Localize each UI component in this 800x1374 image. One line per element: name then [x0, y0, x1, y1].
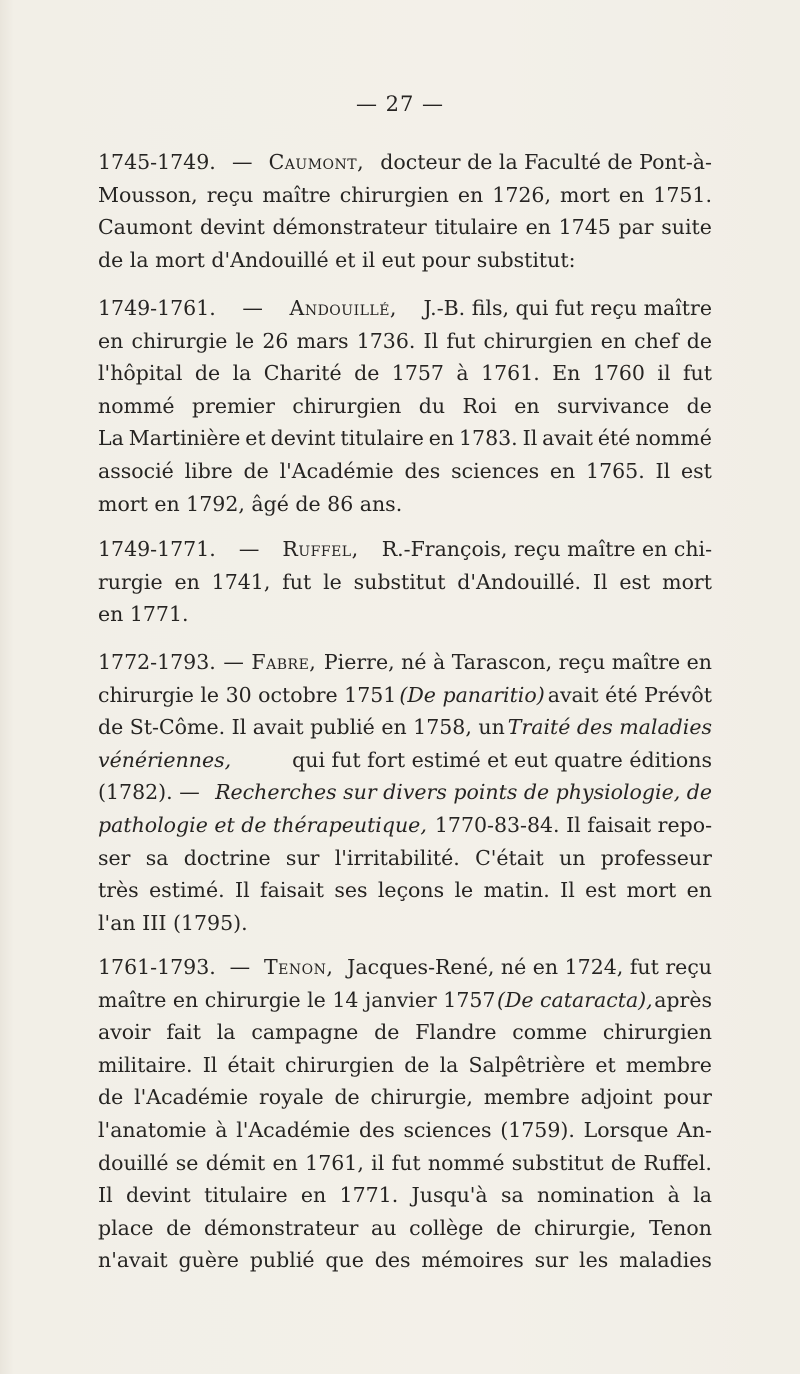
word: en — [514, 393, 540, 418]
word: chirurgien — [292, 393, 402, 418]
word: ses — [334, 878, 368, 903]
word: des — [358, 1117, 395, 1142]
text-line — [98, 566, 712, 599]
text-line — [98, 1081, 712, 1114]
entry-fabre — [98, 646, 712, 939]
word: de — [404, 1052, 430, 1077]
word: devint — [199, 215, 265, 240]
word: en — [525, 215, 551, 240]
text-line: mort en 1792, âgé de 86 ans. — [98, 491, 403, 516]
word: en — [549, 458, 576, 483]
word: en — [174, 569, 200, 594]
entry-andouille — [98, 292, 712, 520]
word: en — [98, 328, 124, 353]
word: survivance — [556, 393, 670, 418]
word: très — [98, 878, 139, 903]
word: en — [300, 1183, 327, 1208]
page-number: — 27 — — [355, 92, 445, 116]
word: collège — [409, 1215, 484, 1240]
word: et — [595, 1052, 616, 1077]
word: été — [597, 426, 631, 451]
word: fut — [282, 569, 312, 594]
text-line — [98, 292, 712, 325]
word: nommé — [98, 393, 175, 418]
word: avoir — [98, 1020, 151, 1045]
word: ser — [98, 845, 131, 870]
word: par — [618, 215, 654, 240]
text-line — [98, 744, 712, 777]
word: suite — [661, 215, 712, 240]
italic-title: Traité des maladies — [507, 715, 712, 740]
text-segment: qui fut fort estimé et eut quatre éditions — [292, 747, 712, 772]
word: de — [610, 1150, 637, 1175]
text-line — [98, 390, 712, 423]
word: la — [232, 361, 252, 386]
text-line — [98, 1049, 712, 1082]
word: chirurgien — [602, 1020, 712, 1045]
word: en — [272, 1150, 298, 1175]
word: est — [585, 878, 617, 903]
word: à — [215, 1117, 228, 1142]
word: chirurgie, — [533, 1215, 637, 1240]
word: doctrine — [183, 845, 271, 870]
word: 1761, — [305, 1150, 364, 1175]
text-line — [98, 211, 712, 244]
word: nommé — [427, 1150, 505, 1175]
word: chirurgien — [483, 328, 593, 353]
italic-title: Recherches sur divers points de physiologie, de — [215, 780, 712, 805]
word: Il — [202, 1052, 218, 1077]
word: en — [686, 878, 712, 903]
word: douillé — [98, 1150, 169, 1175]
entry-tenon — [98, 951, 712, 1277]
word: est — [680, 458, 712, 483]
entry-name: Caumont, — [268, 150, 365, 174]
word: des — [374, 1248, 411, 1273]
word: maladies — [619, 1248, 712, 1273]
text-line — [98, 809, 712, 842]
word: le — [323, 569, 342, 594]
text-line — [98, 146, 712, 179]
word: C'était — [475, 845, 544, 870]
text-line — [98, 874, 712, 907]
text-segment: J.-B. fils, qui fut reçu maître — [423, 296, 712, 320]
word: au — [371, 1215, 397, 1240]
word: publié — [249, 1248, 315, 1273]
word: adjoint — [580, 1085, 653, 1110]
entry-dates: 1772-1793. — [98, 650, 216, 674]
text-line — [98, 1179, 712, 1212]
entry-name: Andouillé, — [289, 296, 397, 320]
word: chirurgien — [339, 182, 449, 207]
word: nomination — [537, 1183, 655, 1208]
word: 1751. — [653, 182, 712, 207]
dash: — — [229, 955, 251, 979]
word: 1760 — [592, 361, 645, 386]
word: avait — [542, 426, 593, 451]
word: 1745 — [558, 215, 611, 240]
word: chirurgien — [285, 1052, 395, 1077]
word: devint — [125, 1183, 191, 1208]
word: démit — [205, 1150, 266, 1175]
word: en — [457, 182, 484, 207]
word: chirurgie, — [370, 1085, 473, 1110]
entry-name: Fabre, — [251, 650, 317, 674]
word: des — [404, 458, 441, 483]
text-segment: docteur de la Faculté de Pont-à- — [380, 150, 712, 174]
italic-title: vénériennes, — [98, 747, 232, 772]
word: sciences — [451, 458, 540, 483]
word: il — [657, 361, 671, 386]
text-line — [98, 357, 712, 390]
word: En — [552, 361, 581, 386]
word: guère — [178, 1248, 239, 1273]
word: fait — [166, 1020, 201, 1045]
word: de — [354, 361, 380, 386]
word: substitut — [511, 1150, 604, 1175]
word: Il — [235, 878, 250, 903]
word: Il — [522, 426, 538, 451]
word: Tenon — [648, 1215, 712, 1240]
word: en — [428, 426, 455, 451]
word: en — [618, 182, 645, 207]
text-segment: R.-François, reçu maître en chi- — [381, 537, 712, 561]
word: leçons — [377, 878, 445, 903]
word: et — [245, 426, 266, 451]
text-line — [98, 984, 712, 1017]
word: démonstrateur — [272, 215, 427, 240]
word: la — [216, 1020, 236, 1045]
word: associé — [98, 458, 174, 483]
word: La — [98, 426, 124, 451]
entry-name: Tenon, — [263, 955, 334, 979]
italic-title: (De panaritio) — [399, 682, 545, 707]
word: titulaire — [204, 1183, 288, 1208]
text-segment: Pierre, né à Tarascon, reçu maître en — [323, 650, 712, 674]
word: Flandre — [415, 1020, 497, 1045]
word: de — [334, 1085, 360, 1110]
word: Mousson, — [98, 182, 198, 207]
entry-dates: 1761-1793. — [98, 955, 216, 979]
word: substitut — [353, 569, 446, 594]
word: Il — [98, 1183, 113, 1208]
word: sa — [500, 1183, 524, 1208]
word: royale — [258, 1085, 324, 1110]
word: 1771. — [339, 1183, 399, 1208]
text-segment: maître en chirurgie le 14 janvier 1757 — [98, 987, 496, 1012]
word: l'Académie — [134, 1085, 249, 1110]
dash: — — [231, 150, 253, 174]
word: An- — [677, 1117, 712, 1142]
italic-title: (De cataracta), — [496, 987, 653, 1012]
word: libre — [184, 458, 233, 483]
word: 1726, — [492, 182, 551, 207]
word: Charité — [263, 361, 342, 386]
entry-dates: 1745-1749. — [98, 150, 216, 174]
word: estimé. — [149, 878, 225, 903]
word: membre — [483, 1085, 570, 1110]
word: comme — [512, 1020, 588, 1045]
word: 1741, — [211, 569, 271, 594]
word: mémoires — [421, 1248, 524, 1273]
word: se — [175, 1150, 199, 1175]
word: mars — [296, 328, 349, 353]
word: de — [98, 1085, 124, 1110]
word: en — [600, 328, 627, 353]
word: maître — [262, 182, 331, 207]
word: l'anatomie — [98, 1117, 207, 1142]
entry-ruffel — [98, 533, 712, 631]
word: l'hôpital — [98, 361, 183, 386]
dash: — — [242, 296, 263, 320]
text-segment: de St-Côme. Il avait publié en 1758, un — [98, 715, 505, 740]
text-line — [98, 325, 712, 358]
word: 1783. — [459, 426, 518, 451]
text-line: de la mort d'Andouillé et il eut pour substitut: — [98, 247, 576, 272]
word: place — [98, 1215, 154, 1240]
word: Jusqu'à — [411, 1183, 488, 1208]
word: Roi — [462, 393, 497, 418]
word: la — [693, 1183, 712, 1208]
text-segment: (1782). — — [98, 780, 200, 805]
word: de — [374, 1020, 400, 1045]
text-line — [98, 179, 712, 212]
word: l'Académie — [279, 458, 394, 483]
word: premier — [191, 393, 275, 418]
word: était — [227, 1052, 275, 1077]
text-line — [98, 1244, 712, 1277]
text-line — [98, 422, 712, 455]
entry-dates: 1749-1771. — [98, 537, 216, 561]
word: Martinière — [128, 426, 241, 451]
text-segment: après — [654, 987, 712, 1012]
text-line — [98, 1114, 712, 1147]
word: rurgie — [98, 569, 163, 594]
text-segment: chirurgie le 30 octobre 1751 — [98, 682, 397, 707]
text-line — [98, 1147, 712, 1180]
word: d'Andouillé. — [457, 569, 582, 594]
word: titulaire — [434, 215, 519, 240]
dash: — — [238, 537, 260, 561]
word: Il — [560, 878, 575, 903]
word: de — [243, 458, 269, 483]
word: chef — [634, 328, 679, 353]
word: sa — [145, 845, 169, 870]
word: (1759). — [500, 1117, 575, 1142]
text-segment: Jacques-René, né en 1724, fut reçu — [347, 955, 712, 979]
word: du — [418, 393, 446, 418]
word: Salpêtrière — [468, 1052, 586, 1077]
word: nommé — [635, 426, 712, 451]
word: n'avait — [98, 1248, 168, 1273]
text-line — [98, 1212, 712, 1245]
word: fut — [446, 328, 476, 353]
word: membre — [625, 1052, 712, 1077]
text-line: en 1771. — [98, 602, 189, 627]
text-line — [98, 711, 712, 744]
word: le — [454, 878, 474, 903]
text-line: l'an III (1795). — [98, 910, 248, 935]
italic-title: pathologie et de thérapeutique, — [98, 812, 427, 837]
word: 1736. — [356, 328, 416, 353]
word: l'Académie — [236, 1117, 351, 1142]
text-segment: 1770-83-84. Il faisait repo- — [434, 812, 712, 837]
word: devint — [270, 426, 336, 451]
word: Lorsque — [583, 1117, 669, 1142]
word: titulaire — [340, 426, 424, 451]
word: un — [559, 845, 586, 870]
text-line — [98, 951, 712, 984]
word: il — [371, 1150, 385, 1175]
text-line — [98, 1016, 712, 1049]
word: mort — [626, 878, 677, 903]
entry-dates: 1749-1761. — [98, 296, 216, 320]
word: les — [579, 1248, 609, 1273]
word: de — [496, 1215, 522, 1240]
word: Il — [655, 458, 671, 483]
word: de — [194, 361, 221, 386]
word: campagne — [251, 1020, 359, 1045]
word: la — [439, 1052, 459, 1077]
word: sur — [285, 845, 320, 870]
word: Caumont — [98, 215, 193, 240]
word: matin. — [483, 878, 550, 903]
word: Ruffel. — [643, 1150, 712, 1175]
word: sur — [534, 1248, 569, 1273]
word: mort — [662, 569, 712, 594]
word: le — [235, 328, 255, 353]
word: pour — [663, 1085, 712, 1110]
text-line — [98, 646, 712, 679]
word: de — [686, 328, 712, 353]
entry-name: Ruffel, — [282, 537, 359, 561]
word: Il — [423, 328, 439, 353]
word: mort — [560, 182, 610, 207]
text-line — [98, 533, 712, 566]
word: Il — [592, 569, 608, 594]
word: que — [325, 1248, 364, 1273]
word: reçu — [206, 182, 254, 207]
word: 1761. — [481, 361, 540, 386]
word: à — [456, 361, 469, 386]
dash: — — [223, 650, 244, 674]
word: 1757 — [391, 361, 444, 386]
entry-caumont — [98, 146, 712, 276]
text-line — [98, 776, 712, 809]
word: de — [166, 1215, 192, 1240]
word: 26 — [262, 328, 289, 353]
word: faisait — [260, 878, 324, 903]
word: l'irritabilité. — [334, 845, 460, 870]
word: professeur — [600, 845, 712, 870]
word: est — [619, 569, 651, 594]
text-segment: avait été Prévôt — [547, 682, 712, 707]
word: 1765. — [586, 458, 645, 483]
text-line — [98, 679, 712, 712]
word: fut — [682, 361, 712, 386]
text-line — [98, 842, 712, 875]
word: à — [667, 1183, 680, 1208]
word: chirurgie — [131, 328, 228, 353]
word: démonstrateur — [204, 1215, 359, 1240]
word: de — [686, 393, 712, 418]
word: militaire. — [98, 1052, 193, 1077]
text-line — [98, 455, 712, 488]
word: fut — [391, 1150, 421, 1175]
word: sciences — [403, 1117, 492, 1142]
